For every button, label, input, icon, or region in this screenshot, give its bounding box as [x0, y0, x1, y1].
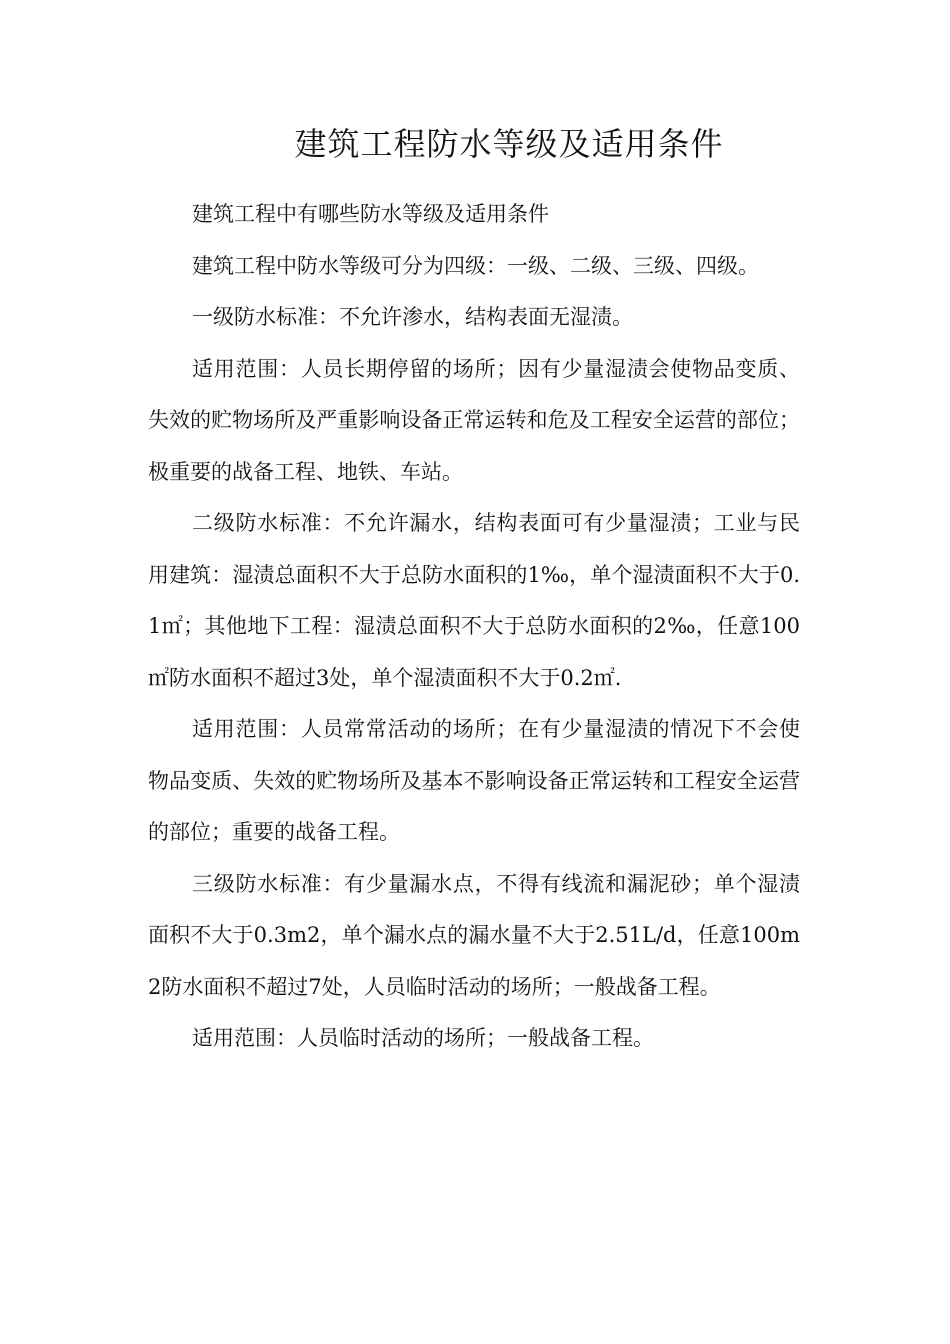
document-body	[148, 189, 800, 1065]
paragraph-grade-1-scope: 适用范围：人员长期停留的场所；因有少量湿渍会使物品变质、失效的贮物场所及严重影响设备正常运转和危及工程安全运营的部位；极重要的战备工程、地铁、车站。	[148, 356, 800, 484]
document-title: 建筑工程防水等级及适用条件	[294, 125, 724, 163]
paragraph-grade-2-scope: 适用范围：人员常常活动的场所；在有少量湿渍的情况下不会使物品变质、失效的贮物场所及基本不影响设备正常运转和工程安全运营的部位；重要的战备工程。	[148, 717, 800, 844]
paragraph-intro-question: 建筑工程中有哪些防水等级及适用条件	[192, 202, 549, 226]
paragraph-grade-2-standard: 二级防水标准：不允许漏水，结构表面可有少量湿渍；工业与民用建筑：湿渍总面积不大于总防水面积的1‰，单个湿渍面积不大于0.1㎡；其他地下工程：湿渍总面积不大于总防水面积的2‰，任意100㎡防水面积不超过3处，单个湿渍面积不大于0.2㎡.	[148, 511, 800, 690]
paragraph-grade-3-standard: 三级防水标准：有少量漏水点，不得有线流和漏泥砂；单个湿渍面积不大于0.3m2，单个漏水点的漏水量不大于2.51L/d，任意100m2防水面积不超过7处，人员临时活动的场所；一般战备工程。	[148, 871, 800, 999]
paragraph-grade-3-scope: 适用范围：人员临时活动的场所；一般战备工程。	[192, 1026, 654, 1050]
paragraph-grade-overview: 建筑工程中防水等级可分为四级：一级、二级、三级、四级。	[192, 253, 759, 278]
paragraph-grade-1-standard: 一级防水标准：不允许渗水，结构表面无湿渍。	[192, 305, 633, 329]
